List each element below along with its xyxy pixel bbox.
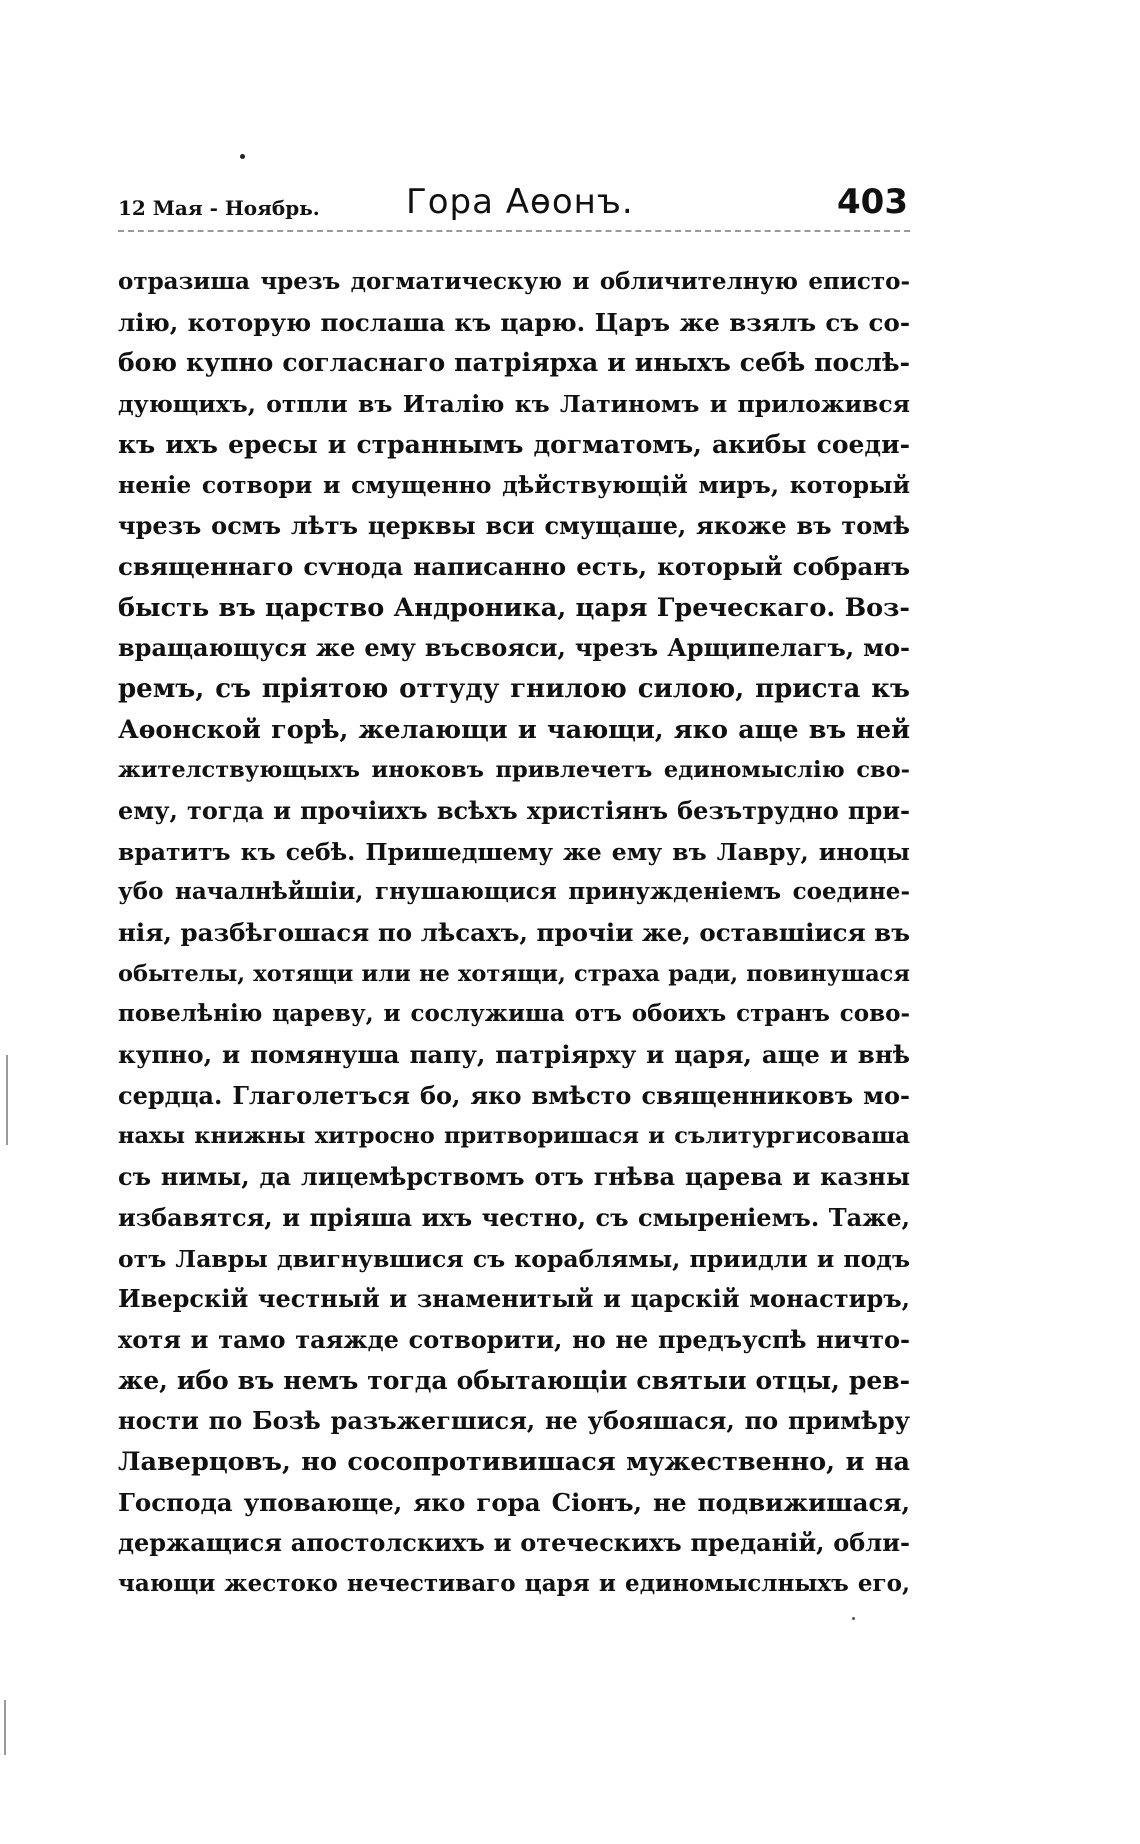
text-line: чающи жестоко нечестиваго царя и единомыслныхъ его, xyxy=(118,1570,910,1597)
text-line: Иверскій честный и знаменитый и царскій монастиръ, xyxy=(118,1284,910,1314)
text-line: лію, которую послаша къ царю. Царъ же взялъ съ со- xyxy=(118,307,910,337)
text-line: бысть въ царство Андроника, царя Греческаго. Воз- xyxy=(118,592,910,623)
header-title: Гора Аѳонъ. xyxy=(406,182,634,222)
text-line: убо началнѣйшіи, гнушающися принужденіемъ соедине- xyxy=(118,878,910,906)
running-header xyxy=(118,182,908,228)
text-line: ремъ, съ пріятою оттуду гнилою силою, приста къ xyxy=(118,673,910,704)
text-line: Аѳонской горѣ, желающи и чающи, яко аще въ ней xyxy=(118,714,910,745)
text-line: дующихъ, отпли въ Италію къ Латиномъ и приложився xyxy=(118,390,910,419)
text-line: ему, тогда и прочіихъ всѣхъ христіянъ безътрудно при- xyxy=(118,795,910,825)
text-line: держащися апостолскихъ и отеческихъ преданій, обли- xyxy=(118,1528,910,1558)
text-line: обытелы, хотящи или не хотящи, страха ради, повинушася xyxy=(118,960,910,987)
ink-dot xyxy=(240,154,245,159)
text-line: съ нимы, да лицемѣрствомъ отъ гнѣва царева и казны xyxy=(118,1162,910,1192)
text-line: купно, и помянуша папу, патріярху и царя, аще и внѣ xyxy=(118,1040,910,1070)
text-line: неніе сотвори и смущенно дѣйствующій миръ, который xyxy=(118,471,910,500)
text-line: избавятся, и пріяша ихъ честно, съ смыреніемъ. Таже, xyxy=(118,1202,910,1232)
text-line: Господа уповающе, яко гора Сіонъ, не подвижишася, xyxy=(118,1487,910,1517)
margin-mark xyxy=(6,1055,8,1145)
margin-mark xyxy=(4,1700,6,1755)
text-line: жителствующыхъ иноковъ привлечетъ единомыслію сво- xyxy=(118,757,910,784)
text-line: нія, разбѣгошася по лѣсахъ, прочіи же, оставшіися въ xyxy=(118,918,910,947)
text-line: хотя и тамо таяжде сотворити, но не предъуспѣ ничто- xyxy=(118,1324,910,1354)
page-number: 403 xyxy=(837,182,908,222)
ink-speck xyxy=(852,1617,855,1620)
text-line: повелѣнію цареву, и сослужиша отъ обоихъ странъ сово- xyxy=(118,1000,910,1028)
text-line: священнаго сѵнода написанно есть, который собранъ xyxy=(118,551,910,581)
text-line: къ ихъ ересы и страннымъ догматомъ, акибы соеди- xyxy=(118,429,910,459)
body-text xyxy=(118,262,910,1605)
text-line: бою купно согласнаго патріярха и иныхъ себѣ послѣ- xyxy=(118,348,910,378)
header-rule xyxy=(118,230,910,232)
text-line: ности по Бозѣ разъжегшися, не убояшася, по примѣру xyxy=(118,1406,910,1436)
text-line: чрезъ осмъ лѣтъ церквы вси смущаше, якоже въ томѣ xyxy=(118,511,910,541)
text-line: отъ Лавры двигнувшися съ кораблямы, приидли и подъ xyxy=(118,1244,910,1273)
text-line: вратитъ къ себѣ. Пришедшему же ему въ Лавру, иноцы xyxy=(118,837,910,866)
text-line: же, ибо въ немъ тогда обытающіи святыи отцы, рев- xyxy=(118,1365,910,1395)
text-line: вращающуся же ему въсвояси, чрезъ Арщипелагъ, мо- xyxy=(118,633,910,663)
text-line: сердца. Глаголетъся бо, яко вмѣсто священниковъ мо- xyxy=(118,1080,910,1110)
text-line: отразиша чрезъ догматическую и обличителную еписто- xyxy=(118,268,910,295)
header-dates: 12 Мая - Ноябрь. xyxy=(118,196,320,220)
text-line: Лаверцовъ, но сосопротивишася мужественно, и на xyxy=(118,1446,910,1477)
text-line: нахы книжны хитросно притворишася и сълитургисоваша xyxy=(118,1123,910,1150)
